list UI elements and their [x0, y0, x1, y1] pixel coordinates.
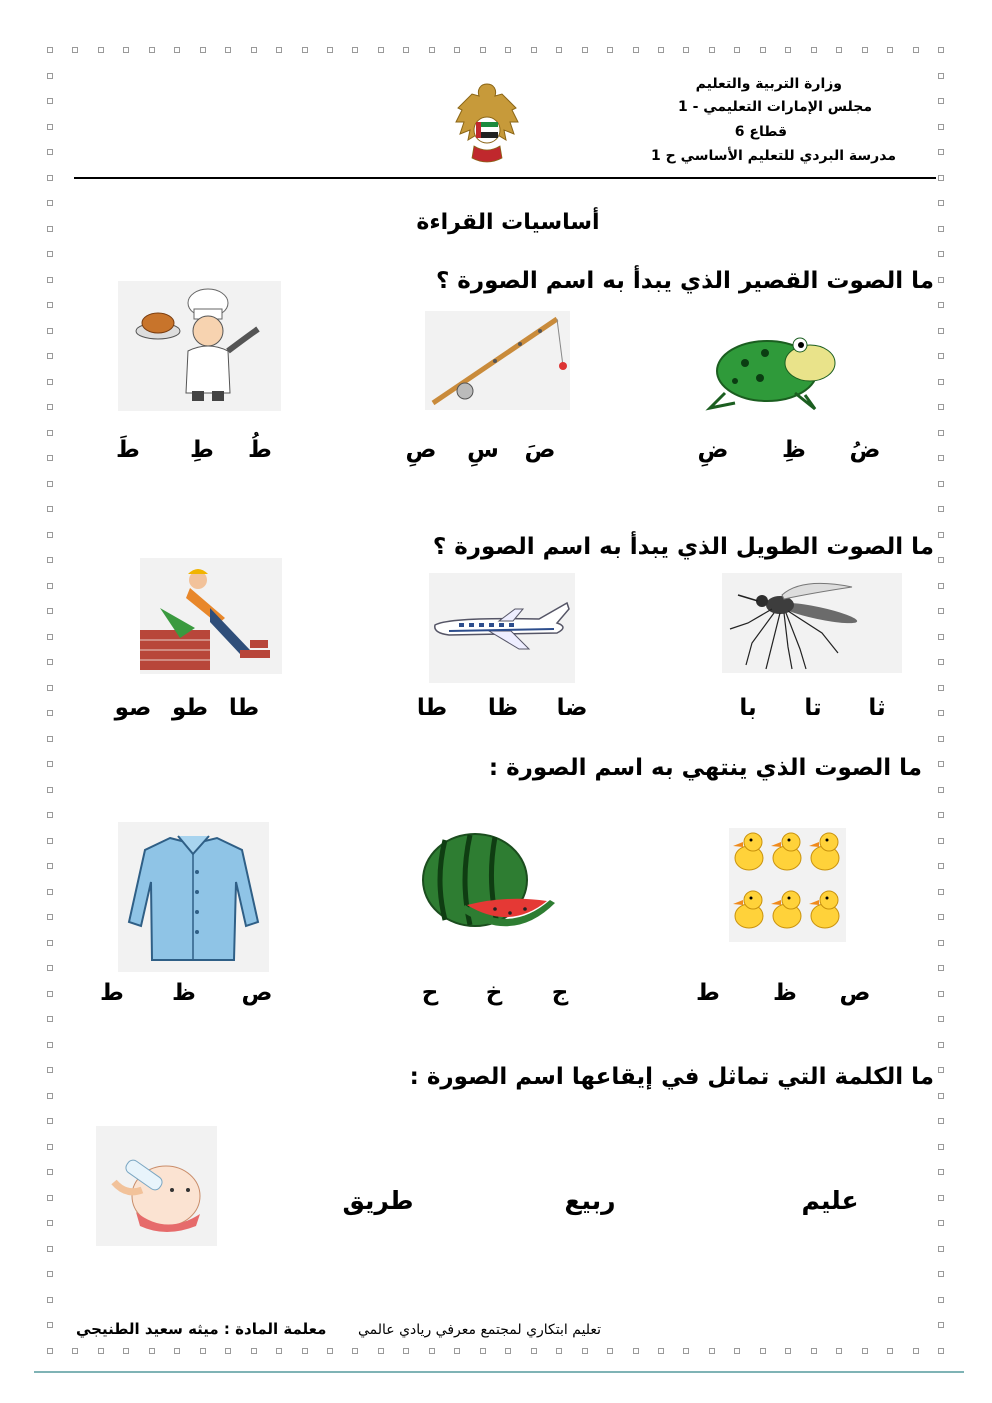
frame-dot	[556, 1348, 562, 1354]
frame-dot	[123, 47, 129, 53]
option-3-3-1[interactable]: ص	[241, 980, 273, 1006]
frame-dot	[683, 47, 689, 53]
word-option-2[interactable]: ربيع	[564, 1186, 616, 1215]
frame-dot	[938, 736, 944, 742]
frame-dot	[938, 1195, 944, 1201]
frame-dot	[938, 685, 944, 691]
frame-dot	[480, 1348, 486, 1354]
frame-dot	[47, 175, 53, 181]
frame-dot	[938, 1220, 944, 1226]
frame-dot	[556, 47, 562, 53]
frame-dot	[505, 47, 511, 53]
option-2-1-2[interactable]: تا	[804, 695, 822, 721]
frame-dot	[938, 506, 944, 512]
frame-dot	[938, 1118, 944, 1124]
frame-dot	[938, 991, 944, 997]
frame-dot	[938, 47, 944, 53]
option-2-3-1[interactable]: طا	[228, 695, 260, 721]
frame-dot	[47, 532, 53, 538]
frame-dot	[47, 1067, 53, 1073]
frame-dot	[47, 914, 53, 920]
frame-dot	[47, 710, 53, 716]
frame-dot	[531, 1348, 537, 1354]
frame-dot	[429, 47, 435, 53]
frame-dot	[938, 1271, 944, 1277]
frame-dot	[683, 1348, 689, 1354]
frame-dot	[123, 1348, 129, 1354]
frame-dot	[352, 1348, 358, 1354]
question-2: ما الصوت الطويل الذي يبدأ به اسم الصورة ؟	[432, 534, 934, 560]
frame-dot	[47, 124, 53, 130]
frame-dot	[938, 1246, 944, 1252]
frame-dot	[47, 481, 53, 487]
frame-dot	[47, 634, 53, 640]
frame-dot	[607, 47, 613, 53]
frame-dot	[72, 47, 78, 53]
frame-dot	[938, 328, 944, 334]
frame-dot	[200, 1348, 206, 1354]
header-divider	[74, 177, 936, 179]
frame-dot	[938, 710, 944, 716]
frame-dot	[454, 47, 460, 53]
frame-dot	[429, 1348, 435, 1354]
frame-dot	[174, 1348, 180, 1354]
frame-dot	[149, 1348, 155, 1354]
frame-dot	[633, 47, 639, 53]
shirt-image	[118, 822, 269, 972]
frame-dot	[913, 47, 919, 53]
frame-dot	[47, 812, 53, 818]
baby-bottle-image	[96, 1126, 217, 1246]
frame-dot	[938, 1322, 944, 1328]
option-1-1-3[interactable]: ضِ	[697, 437, 729, 463]
option-2-2-3[interactable]: طا	[416, 695, 448, 721]
frame-dot	[582, 47, 588, 53]
frame-dot	[47, 302, 53, 308]
school-name: مدرسة البردي للتعليم الأساسي ح 1	[651, 148, 896, 164]
frame-dot	[836, 1348, 842, 1354]
frame-dot	[47, 761, 53, 767]
frame-dot	[938, 787, 944, 793]
frame-dot	[938, 761, 944, 767]
option-3-1-2[interactable]: ظ	[773, 980, 797, 1006]
frame-dot	[938, 532, 944, 538]
frame-dot	[47, 1246, 53, 1252]
question-1: ما الصوت القصير الذي يبدأ به اسم الصورة ؟	[435, 268, 934, 294]
frame-dot	[47, 608, 53, 614]
frame-dot	[47, 787, 53, 793]
frame-dot	[47, 1169, 53, 1175]
frame-dot	[938, 73, 944, 79]
frame-dot	[938, 379, 944, 385]
frame-dot	[938, 583, 944, 589]
frame-dot	[938, 940, 944, 946]
question-3: ما الصوت الذي ينتهي به اسم الصورة :	[488, 755, 922, 781]
option-1-2-1[interactable]: صَ	[524, 437, 556, 463]
frame-dot	[938, 608, 944, 614]
frame-dot	[47, 659, 53, 665]
question-4: ما الكلمة التي تماثل في إيقاعها اسم الصورة :	[409, 1064, 934, 1090]
frame-dot	[47, 277, 53, 283]
footer-teacher: معلمة المادة : ميثه سعيد الطنيجي	[76, 1320, 327, 1338]
option-2-1-3[interactable]: با	[739, 695, 757, 721]
frame-dot	[403, 1348, 409, 1354]
frame-dot	[47, 940, 53, 946]
frame-dot	[938, 353, 944, 359]
option-1-1-1[interactable]: ضُ	[849, 437, 881, 463]
frame-dot	[658, 1348, 664, 1354]
frame-dot	[327, 1348, 333, 1354]
frame-dot	[785, 47, 791, 53]
frame-dot	[582, 1348, 588, 1354]
frame-dot	[938, 659, 944, 665]
option-1-3-3[interactable]: طَ	[116, 437, 140, 463]
frame-dot	[251, 1348, 257, 1354]
chicks-image	[729, 828, 846, 942]
option-1-3-1[interactable]: طُ	[248, 437, 272, 463]
frame-dot	[47, 965, 53, 971]
chef-image	[118, 281, 281, 411]
watermelon-image	[415, 825, 555, 945]
frame-dot	[47, 430, 53, 436]
frame-dot	[938, 404, 944, 410]
frame-dot	[709, 47, 715, 53]
option-3-2-3[interactable]: ح	[421, 980, 439, 1006]
frame-dot	[938, 1016, 944, 1022]
council-name: مجلس الإمارات التعليمي - 1	[677, 99, 872, 115]
frame-dot	[938, 277, 944, 283]
option-3-2-1[interactable]: ج	[551, 980, 569, 1006]
frame-dot	[505, 1348, 511, 1354]
frame-dot	[251, 47, 257, 53]
frame-dot	[938, 251, 944, 257]
option-3-2-2[interactable]: خ	[485, 980, 503, 1006]
frame-dot	[47, 685, 53, 691]
frame-dot	[760, 1348, 766, 1354]
frame-dot	[811, 47, 817, 53]
frame-dot	[938, 914, 944, 920]
frame-dot	[47, 353, 53, 359]
frame-dot	[938, 1144, 944, 1150]
frame-dot	[938, 302, 944, 308]
frame-dot	[72, 1348, 78, 1354]
frame-dot	[938, 481, 944, 487]
frame-dot	[47, 557, 53, 563]
frame-dot	[938, 1169, 944, 1175]
frame-dot	[47, 1220, 53, 1226]
frame-dot	[734, 47, 740, 53]
option-1-2-2[interactable]: سِ	[467, 437, 499, 463]
frame-dot	[47, 1348, 53, 1354]
sector-name: قطاع 6	[734, 124, 787, 140]
worksheet-title: أساسيات القراءة	[416, 210, 600, 235]
option-2-2-1[interactable]: ضا	[556, 695, 588, 721]
builder-image	[140, 558, 282, 674]
frame-dot	[938, 634, 944, 640]
frame-dot	[938, 430, 944, 436]
frame-dot	[47, 404, 53, 410]
frame-dot	[734, 1348, 740, 1354]
frame-dot	[47, 328, 53, 334]
frame-dot	[327, 47, 333, 53]
frame-dot	[276, 1348, 282, 1354]
frame-dot	[302, 47, 308, 53]
frame-dot	[938, 200, 944, 206]
word-option-3[interactable]: طريق	[342, 1186, 414, 1215]
frame-dot	[938, 1093, 944, 1099]
ministry-name: وزارة التربية والتعليم	[695, 76, 842, 92]
frame-dot	[938, 557, 944, 563]
frame-dot	[47, 251, 53, 257]
frame-dot	[47, 889, 53, 895]
option-2-3-2[interactable]: طو	[171, 695, 209, 721]
frame-dot	[938, 149, 944, 155]
frame-dot	[785, 1348, 791, 1354]
frame-dot	[174, 47, 180, 53]
frame-dot	[862, 1348, 868, 1354]
frame-dot	[225, 1348, 231, 1354]
frame-dot	[887, 47, 893, 53]
frame-dot	[225, 47, 231, 53]
frame-dot	[811, 1348, 817, 1354]
frame-dot	[47, 1322, 53, 1328]
frame-dot	[887, 1348, 893, 1354]
frame-dot	[47, 1144, 53, 1150]
option-2-3-3[interactable]: صو	[114, 695, 152, 721]
option-1-3-2[interactable]: طِ	[190, 437, 214, 463]
frame-dot	[938, 1297, 944, 1303]
frame-dot	[352, 47, 358, 53]
frame-dot	[403, 47, 409, 53]
frame-dot	[938, 1042, 944, 1048]
option-1-2-3[interactable]: صِ	[405, 437, 437, 463]
frame-dot	[47, 73, 53, 79]
frame-dot	[47, 991, 53, 997]
frame-dot	[938, 812, 944, 818]
frame-dot	[302, 1348, 308, 1354]
mosquito-image	[722, 573, 902, 673]
frame-dot	[47, 506, 53, 512]
frame-dot	[836, 47, 842, 53]
frame-dot	[47, 838, 53, 844]
option-2-1-1[interactable]: ثا	[868, 695, 886, 721]
emblem-logo	[452, 78, 522, 170]
frame-dot	[633, 1348, 639, 1354]
frame-dot	[938, 1348, 944, 1354]
frame-dot	[200, 47, 206, 53]
frame-dot	[47, 47, 53, 53]
frame-dot	[47, 736, 53, 742]
frame-dot	[938, 838, 944, 844]
frame-dot	[454, 1348, 460, 1354]
frame-dot	[938, 863, 944, 869]
frame-dot	[47, 379, 53, 385]
frame-dot	[480, 47, 486, 53]
frame-dot	[276, 47, 282, 53]
frame-dot	[913, 1348, 919, 1354]
frame-dot	[658, 47, 664, 53]
frame-dot	[938, 175, 944, 181]
frame-dot	[938, 124, 944, 130]
bottom-rule	[34, 1371, 964, 1373]
frame-dot	[47, 1093, 53, 1099]
frame-dot	[47, 863, 53, 869]
frame-dot	[938, 98, 944, 104]
frame-dot	[47, 1271, 53, 1277]
frame-dot	[149, 47, 155, 53]
frame-dot	[938, 965, 944, 971]
frog-image	[705, 323, 840, 413]
frame-dot	[938, 1067, 944, 1073]
frame-dot	[47, 1042, 53, 1048]
frame-dot	[47, 98, 53, 104]
frame-dot	[378, 1348, 384, 1354]
word-option-1[interactable]: عليم	[801, 1186, 859, 1215]
frame-dot	[98, 47, 104, 53]
frame-dot	[47, 149, 53, 155]
frame-dot	[47, 1195, 53, 1201]
fishing-rod-image	[425, 311, 570, 410]
option-3-3-3[interactable]: ط	[100, 980, 124, 1006]
option-3-1-1[interactable]: ص	[839, 980, 871, 1006]
frame-dot	[47, 583, 53, 589]
frame-dot	[47, 200, 53, 206]
frame-dot	[47, 455, 53, 461]
frame-dot	[378, 47, 384, 53]
option-3-3-2[interactable]: ظ	[172, 980, 196, 1006]
frame-dot	[760, 47, 766, 53]
frame-dot	[862, 47, 868, 53]
option-2-2-2[interactable]: ظا	[487, 695, 519, 721]
footer-slogan: تعليم ابتكاري لمجتمع معرفي ريادي عالمي	[358, 1322, 602, 1338]
frame-dot	[938, 455, 944, 461]
frame-dot	[938, 889, 944, 895]
frame-dot	[47, 1016, 53, 1022]
frame-dot	[709, 1348, 715, 1354]
frame-dot	[607, 1348, 613, 1354]
frame-dot	[47, 1297, 53, 1303]
airplane-image	[429, 573, 575, 683]
frame-dot	[98, 1348, 104, 1354]
frame-dot	[531, 47, 537, 53]
option-1-1-2[interactable]: ظِ	[782, 437, 806, 463]
frame-dot	[47, 1118, 53, 1124]
option-3-1-3[interactable]: ط	[696, 980, 720, 1006]
